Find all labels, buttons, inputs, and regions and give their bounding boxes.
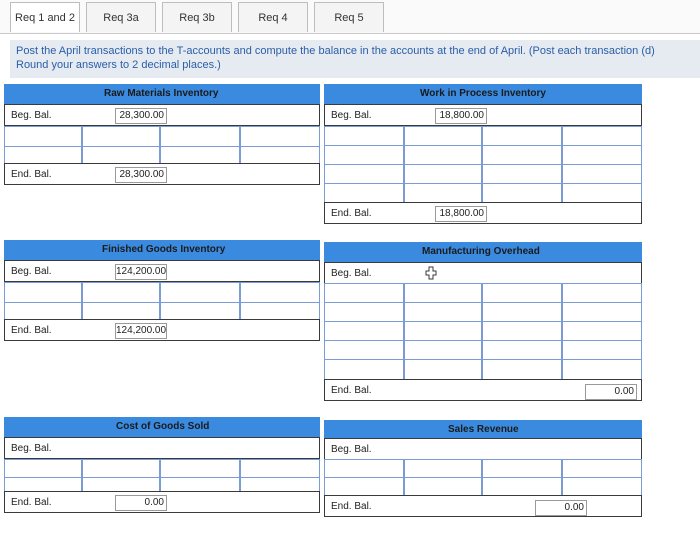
tab-req-1-and-2[interactable]: Req 1 and 2 — [10, 2, 80, 32]
moh-debit-input-5[interactable] — [404, 359, 482, 381]
raw-materials-debit-input-1[interactable] — [82, 126, 160, 148]
finished-goods-title: Finished Goods Inventory — [102, 244, 226, 255]
wip-header — [324, 84, 642, 104]
tab-req-5[interactable]: Req 5 — [314, 2, 384, 32]
wip-title: Work in Process Inventory — [420, 88, 546, 99]
cogs-beg-row — [4, 437, 320, 459]
moh-title: Manufacturing Overhead — [422, 246, 540, 257]
end-bal-label: End. Bal. — [331, 501, 372, 512]
beg-bal-label: Beg. Bal. — [331, 444, 372, 455]
end-bal-label: End. Bal. — [11, 325, 52, 336]
finished-goods-debit-input-1[interactable] — [82, 282, 160, 304]
tab-req-3b[interactable]: Req 3b — [162, 2, 232, 32]
wip-beg-value: 18,800.00 — [435, 108, 487, 124]
instructions-line-1: Post the April transactions to the T-accounts and compute the balance in the accounts at the end of April. (Post each transaction (d) — [16, 45, 655, 57]
tab-req-3a[interactable]: Req 3a — [86, 2, 156, 32]
raw-materials-header — [4, 84, 320, 104]
sales-header — [324, 420, 642, 440]
moh-header — [324, 242, 642, 262]
instructions-panel — [10, 40, 700, 78]
beg-bal-label: Beg. Bal. — [11, 110, 52, 121]
moh-credit-input-5[interactable] — [482, 359, 562, 381]
raw-materials-end-row — [4, 163, 320, 185]
wip-beg-row — [324, 104, 642, 126]
end-bal-label: End. Bal. — [331, 385, 372, 396]
moh-end-row — [324, 379, 642, 401]
raw-materials-credit-input-1[interactable] — [160, 126, 240, 148]
moh-label-input-5[interactable] — [324, 359, 404, 381]
raw-materials-beg-row — [4, 104, 320, 126]
moh-beg-row — [324, 262, 642, 284]
raw-materials-title: Raw Materials Inventory — [104, 88, 219, 99]
finished-goods-label-input-1[interactable] — [4, 282, 82, 304]
sales-beg-row — [324, 438, 642, 460]
finished-goods-beg-row — [4, 260, 320, 282]
tab-req-4[interactable]: Req 4 — [238, 2, 308, 32]
beg-bal-label: Beg. Bal. — [331, 268, 372, 279]
sales-title: Sales Revenue — [448, 424, 519, 435]
wip-end-value: 18,800.00 — [435, 206, 487, 222]
beg-bal-label: Beg. Bal. — [11, 266, 52, 277]
end-bal-label: End. Bal. — [11, 169, 52, 180]
finished-goods-credit-input-1[interactable] — [160, 282, 240, 304]
sales-end-value: 0.00 — [535, 500, 587, 516]
instructions-line-2: Round your answers to 2 decimal places.) — [16, 59, 221, 71]
raw-materials-label2-input-1[interactable] — [240, 126, 320, 148]
finished-goods-label2-input-1[interactable] — [240, 282, 320, 304]
finished-goods-beg-value: 124,200.00 — [115, 264, 167, 280]
beg-bal-label: Beg. Bal. — [331, 110, 372, 121]
cogs-header — [4, 417, 320, 437]
moh-label2-input-5[interactable] — [562, 359, 642, 381]
raw-materials-end-value: 28,300.00 — [115, 167, 167, 183]
finished-goods-header — [4, 240, 320, 260]
cogs-end-value: 0.00 — [115, 495, 167, 511]
cogs-end-row — [4, 491, 320, 513]
beg-bal-label: Beg. Bal. — [11, 443, 52, 454]
raw-materials-label-input-1[interactable] — [4, 126, 82, 148]
cogs-title: Cost of Goods Sold — [116, 421, 210, 432]
raw-materials-beg-value: 28,300.00 — [115, 108, 167, 124]
moh-end-value: 0.00 — [585, 384, 637, 400]
finished-goods-end-row — [4, 319, 320, 341]
move-cursor-icon — [425, 266, 437, 280]
end-bal-label: End. Bal. — [11, 497, 52, 508]
tab-bar — [0, 0, 700, 34]
end-bal-label: End. Bal. — [331, 208, 372, 219]
sales-end-row — [324, 495, 642, 517]
wip-end-row — [324, 202, 642, 224]
finished-goods-end-value: 124,200.00 — [115, 323, 167, 339]
